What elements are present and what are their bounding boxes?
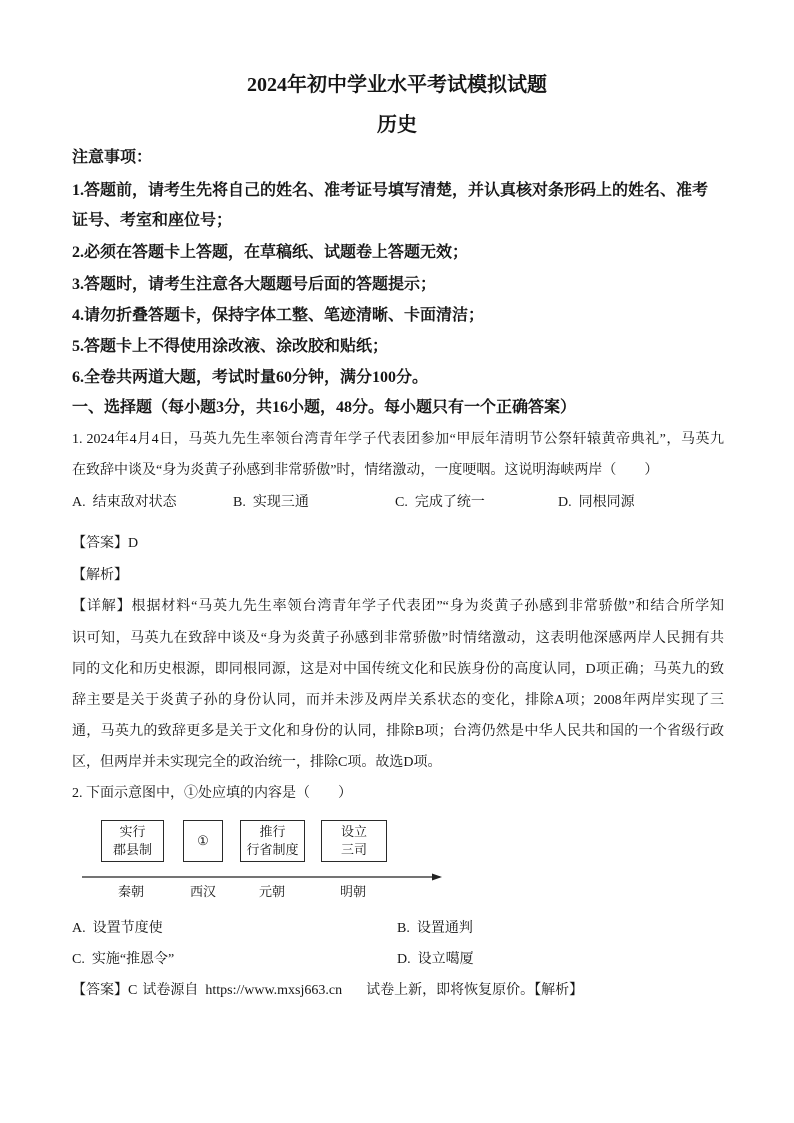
source-label: 试卷源自 — [142, 983, 199, 998]
question-1-option-a — [72, 492, 177, 514]
promo-notice: 试卷上新，即将恢复原价。 — [366, 983, 535, 998]
question-1-option-d — [558, 492, 635, 514]
era-label-qin: 秦朝 — [117, 884, 144, 899]
note-item-3: 3.答题时，请考生注意各大题题号后面的答题提示； — [72, 276, 437, 293]
diagram-box-yuan — [240, 820, 305, 862]
note-item-1-line-1: 1.答题前，请考生先将自己的姓名、准考证号填写清楚，并认真核对条形码上的姓名、准考 — [72, 182, 709, 199]
note-item-4: 4.请勿折叠答题卡，保持字体工整、笔迹清晰、卡面清洁； — [72, 307, 485, 324]
question-2-answer: 【答案】C — [72, 983, 138, 998]
box-line-2: 三司 — [340, 842, 367, 857]
option-label: B. — [397, 921, 410, 936]
notes-heading: 注意事项： — [72, 149, 153, 166]
option-text: 结束敌对状态 — [92, 495, 177, 510]
note-item-1-line-2: 证号、考室和座位号； — [72, 212, 233, 229]
box-line-1: 设立 — [340, 824, 367, 839]
question-1-detail-line-2: 识可知，马英九在致辞中谈及“身为炎黄子孙感到非常骄傲”时情绪激动，这表明他深感两岸人民拥有共 — [72, 631, 724, 646]
option-text: 完成了统一 — [414, 495, 485, 510]
question-1-analysis-heading: 【解析】 — [72, 568, 128, 583]
question-1-detail-line-5: 通，马英九的致辞更多是关于文化和身份的认同，排除B项；台湾仍然是中华人民共和国的一个省级行政 — [72, 724, 724, 739]
note-item-6: 6.全卷共两道大题，考试时量60分钟，满分100分。 — [72, 369, 429, 386]
question-1-stem-line-2: 在致辞中谈及“身为炎黄子孙感到非常骄傲”时，情绪激动，一度哽咽。这说明海峡两岸（ ） — [72, 463, 659, 478]
option-text: 实现三通 — [252, 495, 309, 510]
question-1-stem-line-1: 1. 2024年4月4日，马英九先生率领台湾青年学子代表团参加“甲辰年清明节公祭轩辕黄帝典礼”，马英九 — [72, 432, 724, 447]
question-1-answer: 【答案】D — [72, 536, 139, 551]
question-1-detail-line-4: 辞主要是关于炎黄子孙的身份认同，而并未涉及两岸关系状态的变化，排除A项；2008年两岸实现了三 — [72, 693, 724, 708]
option-label: D. — [397, 952, 411, 967]
era-label-ming: 明朝 — [339, 884, 366, 899]
question-1-detail-line-1: 【详解】根据材料“马英九先生率领台湾青年学子代表团”“身为炎黄子孙感到非常骄傲”和结合所学知 — [72, 599, 724, 614]
question-2-answer-row — [72, 980, 583, 1002]
section-heading: 一、选择题（每小题3分，共16小题，48分。每小题只有一个正确答案） — [72, 399, 577, 416]
box-line-1: 推行 — [259, 824, 286, 839]
exam-title: 2024年初中学业水平考试模拟试题 — [247, 74, 547, 96]
diagram-box-qin — [101, 820, 164, 862]
option-text: 设立噶厦 — [417, 952, 474, 967]
subject-title: 历史 — [377, 114, 417, 136]
box-line-1: 实行 — [119, 824, 146, 839]
question-2-option-c — [72, 949, 174, 971]
diagram-box-blank — [183, 820, 223, 862]
question-2-analysis-heading: 【解析】 — [534, 983, 584, 998]
option-text: 实施“推恩令” — [91, 952, 175, 967]
source-url: https://www.mxsj663.cn — [205, 983, 343, 998]
note-item-2: 2.必须在答题卡上答题，在草稿纸、试题卷上答题无效； — [72, 244, 469, 261]
box-line-2: 行省制度 — [246, 842, 299, 857]
diagram-box-ming — [321, 820, 387, 862]
question-1-option-b — [233, 492, 309, 514]
note-item-5: 5.答题卡上不得使用涂改液、涂改胶和贴纸； — [72, 338, 389, 355]
question-2-option-d — [397, 949, 474, 971]
question-2-stem: 2. 下面示意图中，①处应填的内容是（ ） — [72, 786, 352, 801]
option-text: 同根同源 — [578, 495, 635, 510]
box-line-1: ① — [197, 833, 209, 848]
box-line-2: 郡县制 — [112, 842, 152, 857]
era-label-yuan: 元朝 — [258, 884, 285, 899]
option-label: A. — [72, 495, 86, 510]
question-1-detail-line-6: 区，但两岸并未实现完全的政治统一，排除C项。故选D项。 — [72, 755, 442, 770]
arrowhead-icon — [432, 874, 442, 881]
option-label: A. — [72, 921, 86, 936]
option-label: C. — [72, 952, 85, 967]
option-text: 设置节度使 — [92, 921, 163, 936]
question-1-option-c — [395, 492, 485, 514]
option-label: D. — [558, 495, 572, 510]
option-label: B. — [233, 495, 246, 510]
option-label: C. — [395, 495, 408, 510]
question-1-detail-line-3: 同的文化和历史根源，即同根同源，这是对中国传统文化和民族身份的高度认同，D项正确；马英九的致 — [72, 662, 724, 677]
option-text: 设置通判 — [416, 921, 473, 936]
question-2-option-a — [72, 918, 163, 940]
question-2-option-b — [397, 918, 473, 940]
era-label-xihan: 西汉 — [189, 884, 216, 899]
